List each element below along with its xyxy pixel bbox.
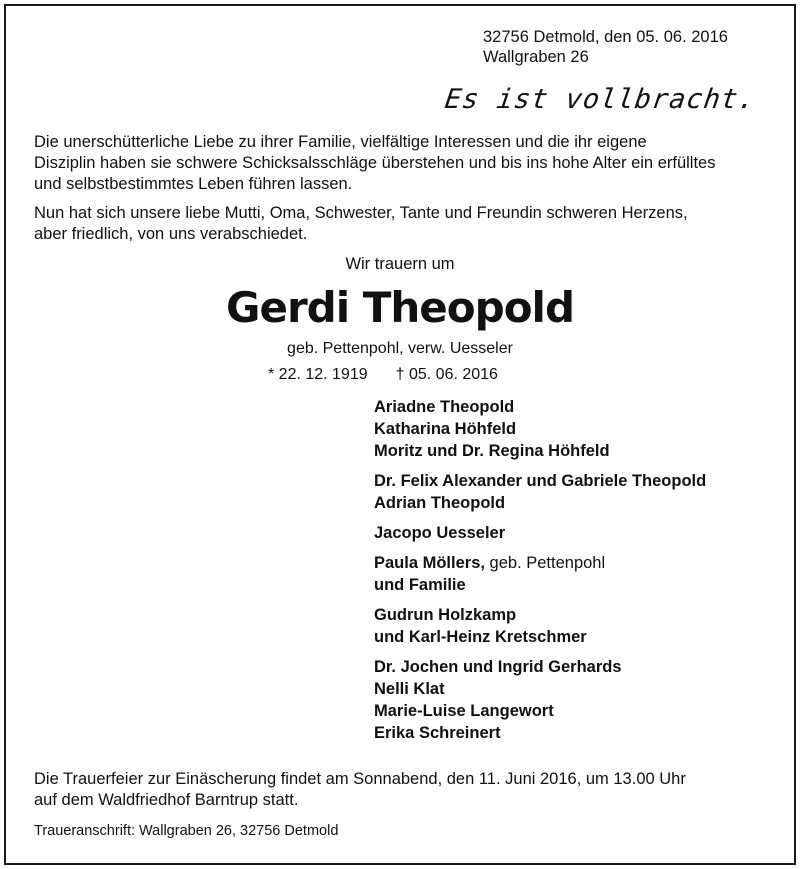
life-dates <box>268 366 498 384</box>
mourners-list <box>374 396 706 752</box>
intro-line: Disziplin haben sie schwere Schicksalsschläge überstehen und bis ins hohe Alter ein erfülltes <box>34 154 716 172</box>
mourner-name: Katharina Höhfeld <box>374 420 517 438</box>
mourner-name: Marie-Luise Langewort <box>374 702 554 720</box>
motto-script: Es ist vollbracht. <box>443 84 759 115</box>
intro-line: aber friedlich, von uns verabschiedet. <box>34 225 308 243</box>
deceased-name: Gerdi Theopold <box>225 283 575 332</box>
mourner-group <box>374 470 706 514</box>
deceased-birth-names: geb. Pettenpohl, verw. Uesseler <box>287 340 513 357</box>
mourner-group <box>374 604 706 648</box>
mourner-name: Ariadne Theopold <box>374 398 515 416</box>
mourner-name: Adrian Theopold <box>374 494 506 512</box>
header-block <box>483 27 728 67</box>
intro-line: Die unerschütterliche Liebe zu ihrer Familie, vielfältige Interessen und die ihr eigene <box>34 133 647 151</box>
location-date: 32756 Detmold, den 05. 06. 2016 <box>483 28 728 46</box>
ceremony-line: auf dem Waldfriedhof Barntrup statt. <box>34 791 299 809</box>
mourner-name: Paula Möllers, geb. Pettenpohl <box>374 554 606 572</box>
sender-address: Wallgraben 26 <box>483 48 589 66</box>
mourner-name: Gudrun Holzkamp <box>374 606 517 624</box>
mourner-name: Dr. Jochen und Ingrid Gerhards <box>374 658 622 676</box>
mourn-heading: Wir trauern um <box>345 255 455 273</box>
mourning-address: Traueranschrift: Wallgraben 26, 32756 Detmold <box>34 823 339 839</box>
ceremony-line: Die Trauerfeier zur Einäscherung findet am Sonnabend, den 11. Juni 2016, um 13.00 Uhr <box>34 770 686 788</box>
mourner-group <box>374 552 706 596</box>
mourner-group <box>374 522 706 544</box>
mourner-name: Nelli Klat <box>374 680 445 698</box>
intro-paragraph-1 <box>34 132 715 195</box>
mourner-name: Erika Schreinert <box>374 724 501 742</box>
death-date: † 05. 06. 2016 <box>395 366 498 383</box>
mourner-name: Dr. Felix Alexander und Gabriele Theopold <box>374 472 707 490</box>
mourner-name: und Familie <box>374 576 466 594</box>
mourner-note: geb. Pettenpohl <box>489 554 606 572</box>
ceremony-paragraph <box>34 769 686 811</box>
intro-line: Nun hat sich unsere liebe Mutti, Oma, Schwester, Tante und Freundin schweren Herzens, <box>34 204 688 222</box>
mourner-group <box>374 396 706 462</box>
intro-paragraph-2 <box>34 203 688 245</box>
intro-line: und selbstbestimmtes Leben führen lassen. <box>34 175 353 193</box>
mourner-name: und Karl-Heinz Kretschmer <box>374 628 587 646</box>
mourner-group <box>374 656 706 744</box>
mourner-name: Moritz und Dr. Regina Höhfeld <box>374 442 610 460</box>
mourner-name: Jacopo Uesseler <box>374 524 506 542</box>
birth-date: * 22. 12. 1919 <box>268 366 368 383</box>
